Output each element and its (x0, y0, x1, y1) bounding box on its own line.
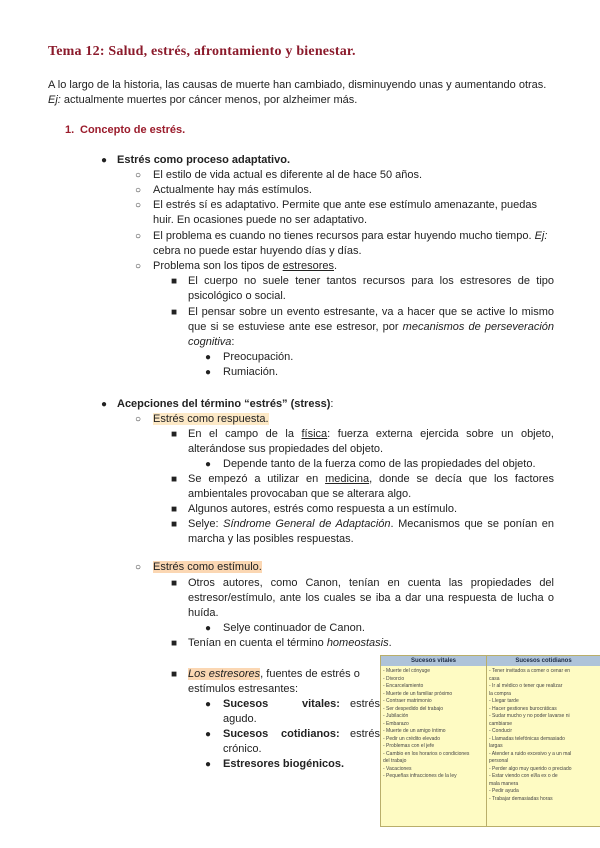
estresores-biogenicos: Estresores biogénicos. (223, 758, 345, 770)
bullet-square-icon: ■ (171, 638, 178, 649)
table-cell: - Jubilación (383, 713, 409, 719)
bullet-circle-icon: ○ (135, 562, 142, 573)
bullet-disc-icon: ● (205, 459, 212, 470)
cotidianos-w1: Sucesos (223, 728, 269, 740)
bullet-square-icon: ■ (171, 669, 178, 680)
vitales-w1: Sucesos (223, 698, 269, 710)
adaptativo-item: Actualmente hay más estímulos. (153, 184, 312, 196)
table-cell: personal (489, 758, 509, 764)
table-header-cotidianos: Sucesos cotidianos (487, 656, 600, 666)
adaptativo-item: El estilo de vida actual es diferente al de hace 50 años. (153, 169, 423, 181)
table-cell: - Problemas con el jefe (383, 743, 435, 749)
page-title: Tema 12: Salud, estrés, afrontamiento y bienestar. (48, 44, 356, 59)
estimulo-label: Estrés como estímulo. (153, 561, 262, 573)
bullet-disc-icon: ● (205, 699, 212, 710)
table-cell: - Pedir ayuda (489, 788, 519, 794)
bullet-circle-icon: ○ (135, 261, 142, 272)
table-cell: cambiarse (489, 720, 513, 727)
estimulo-estresantes: estímulos estresantes: (188, 683, 299, 695)
adaptativo-item: cebra no puede estar huyendo días y días. (153, 245, 362, 257)
table-cell: - Contraer matrimonio (383, 698, 432, 704)
bullet-disc-icon: ● (205, 623, 212, 634)
adaptativo-item: huir. En ocasiones puede no ser adaptativo. (153, 214, 368, 226)
respuesta-label: Estrés como respuesta. (153, 413, 269, 425)
bullet-disc-icon: ● (101, 155, 108, 166)
bullet-square-icon: ■ (171, 474, 178, 485)
acepciones-heading: Acepciones del término “estrés” (stress): (117, 398, 334, 410)
table-cell: - Perder algo muy querido o preciado (489, 765, 572, 772)
table-cell: - Pequeñas infracciones de la ley (383, 773, 457, 779)
bullet-circle-icon: ○ (135, 414, 142, 425)
bullet-square-icon: ■ (171, 307, 178, 318)
table-cell: - Llegar tarde (489, 698, 519, 704)
vitales-w2: vitales: (302, 698, 340, 710)
table-cell: - Conducir (489, 728, 513, 734)
table-header-vitales: Sucesos vitales (381, 656, 486, 666)
table-cell: - Hacer gestiones burocráticas (489, 705, 557, 712)
bullet-disc-icon: ● (205, 352, 212, 363)
table-cell: - Tener invitados a comer o cenar en (489, 668, 571, 674)
table-cell: casa (489, 675, 500, 682)
bullet-disc-icon: ● (205, 759, 212, 770)
intro-line-2 (48, 93, 357, 108)
adaptativo-sub-c2: Rumiación. (223, 366, 279, 378)
table-col-cotidianos (487, 667, 600, 826)
table-col-vitales (381, 667, 486, 826)
adaptativo-item: Problema son los tipos de estresores. (153, 260, 338, 272)
estimulo-homeostasis: Tenían en cuenta el término homeostasis. (188, 637, 392, 649)
bullet-disc-icon: ● (205, 729, 212, 740)
respuesta-medicina: Se empezó a utilizar en medicina, donde se decía que los factores ambientales provocaban que se alterara algo. (188, 473, 554, 500)
table-cell: - Muerte de un amigo íntimo (383, 728, 446, 734)
table-cell: - Sudar mucho y no poder lavarse ni (489, 713, 570, 719)
table-cell: - Ir al médico o tener que realizar (489, 683, 563, 689)
estimulo-selye: Selye continuador de Canon. (223, 622, 365, 634)
sucesos-table (380, 655, 600, 827)
table-cell: la compra (489, 690, 511, 697)
bullet-square-icon: ■ (171, 276, 178, 287)
table-cell: - Atender a ruido excesivo y a un mal (489, 750, 572, 757)
cotidianos-w2: cotidianos: (281, 728, 340, 740)
vitales-w3: estrés (350, 698, 380, 710)
respuesta-depende: Depende tanto de la fuerza como de las propiedades del objeto. (223, 458, 536, 470)
table-cell: - Encarcelamiento (383, 683, 424, 689)
intro-rest: actualmente muertes por cáncer menos, por alzheimer más. (60, 94, 358, 106)
bullet-square-icon: ■ (171, 504, 178, 515)
table-cell: - Muerte del cónyuge (383, 668, 430, 674)
estimulo-estresores: Los estresores, fuentes de estrés o (188, 668, 360, 680)
bullet-square-icon: ■ (171, 519, 178, 530)
table-cell: - Pedir un crédito elevado (383, 735, 440, 742)
intro-ej: Ej: (48, 94, 61, 106)
bullet-circle-icon: ○ (135, 170, 142, 181)
table-cell: - Embarazo (383, 720, 409, 727)
bullet-disc-icon: ● (101, 399, 108, 410)
bullet-square-icon: ■ (171, 429, 178, 440)
section-1-heading: Concepto de estrés. (80, 124, 186, 136)
adaptativo-heading: Estrés como proceso adaptativo. (117, 154, 290, 166)
adaptativo-item: El problema es cuando no tienes recursos para estar huyendo mucho tiempo. Ej: (153, 230, 548, 242)
respuesta-fisica: En el campo de la física: fuerza externa ejercida sobre un objeto, alterándose sus propiedades del objeto. (188, 428, 554, 455)
estimulo-canon: Otros autores, como Canon, tenían en cuenta las propiedades del estresor/estímulo, ante los cuales se iba a dar una respuesta de lucha o huída. (188, 577, 554, 619)
adaptativo-sub-c1: Preocupación. (223, 351, 294, 363)
bullet-circle-icon: ○ (135, 231, 142, 242)
table-cell: - Muerte de un familiar próximo (383, 690, 453, 697)
section-1-number: 1. (65, 124, 75, 136)
adaptativo-sub-a: El cuerpo no suele tener tantos recursos para los estresores de tipo psicológico o social. (188, 275, 554, 302)
table-cell: - Vacaciones (383, 765, 412, 772)
cotidianos-cronico: crónico. (223, 743, 262, 755)
table-cell: mala manera (489, 780, 519, 787)
table-cell: - Llamadas telefónicas demasiado (489, 735, 565, 742)
intro-line-1: A lo largo de la historia, las causas de muerte han cambiado, disminuyendo unas y aumentando otras. (48, 79, 547, 91)
table-cell: - Ser despedido del trabajo (383, 705, 444, 712)
cotidianos-w3: estrés (350, 728, 380, 740)
bullet-disc-icon: ● (205, 367, 212, 378)
table-cell: largas (489, 743, 503, 749)
table-cell: - Cambio en los horarios o condiciones (383, 750, 470, 757)
table-cell: - Trabajar demasiadas horas (489, 795, 553, 802)
adaptativo-item: El estrés sí es adaptativo. Permite que ante ese estímulo amenazante, puedas (153, 199, 538, 211)
bullet-square-icon: ■ (171, 578, 178, 589)
bullet-circle-icon: ○ (135, 185, 142, 196)
bullet-circle-icon: ○ (135, 200, 142, 211)
respuesta-autores: Algunos autores, estrés como respuesta a un estímulo. (188, 503, 458, 515)
table-cell: - Divorcio (383, 675, 405, 682)
adaptativo-sub-b: El pensar sobre un evento estresante, va a hacer que se active lo mismo que si se estuviese ante ese estresor, por mecanismos de perseveración cognitiva: (188, 306, 555, 348)
respuesta-selye: Selye: Síndrome General de Adaptación. Mecanismos que se ponían en marcha y las posibles respuestas. (188, 518, 554, 545)
vitales-agudo: agudo. (223, 713, 257, 725)
table-cell: - Estar viendo con el/la ex o de (489, 773, 558, 779)
table-cell: del trabajo (383, 758, 407, 764)
